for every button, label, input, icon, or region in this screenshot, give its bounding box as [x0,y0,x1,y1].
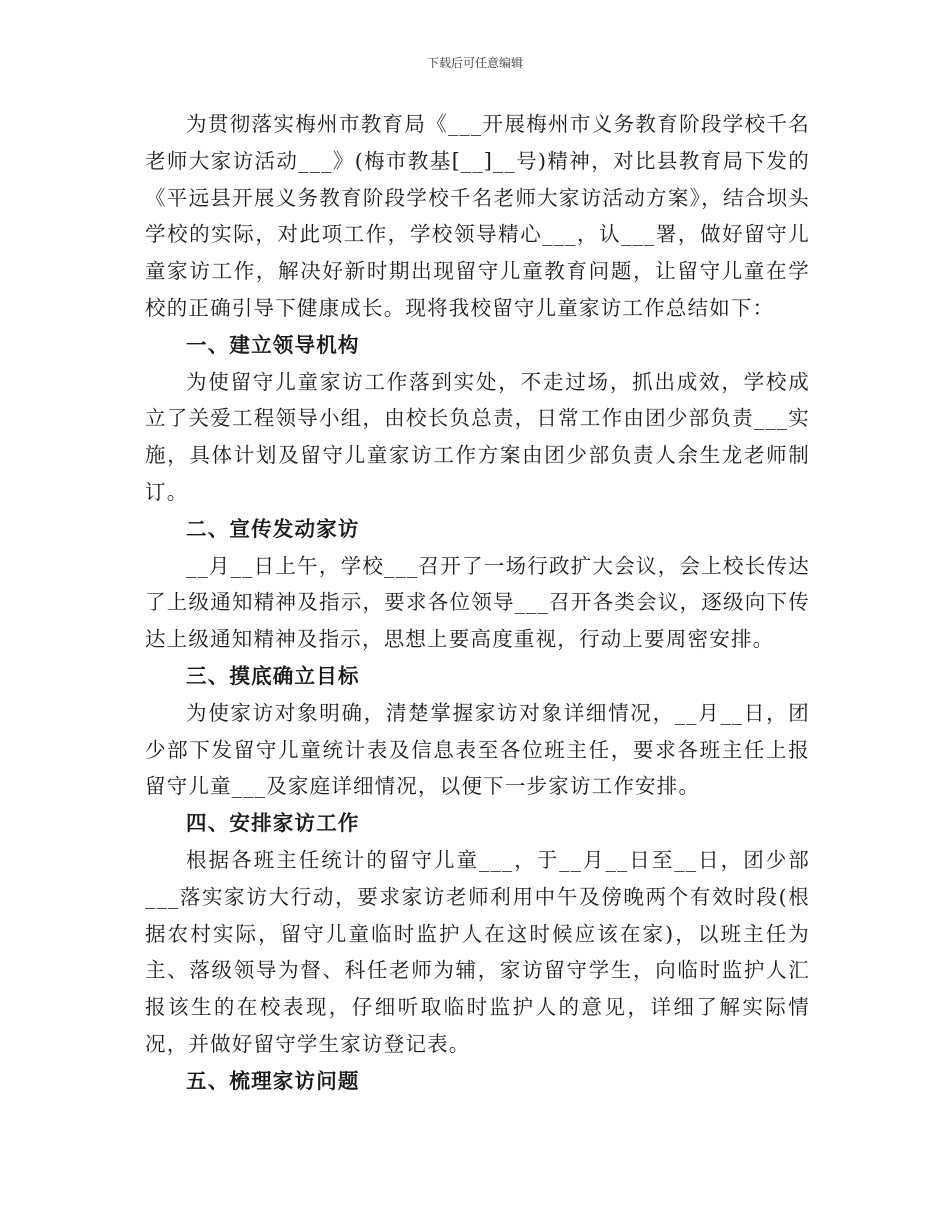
document-body [145,106,810,1100]
intro-paragraph: 为贯彻落实梅州市教育局《___开展梅州市义务教育阶段学校千名老师大家访活动___》(梅市教基[__]__号)精神，对比县教育局下发的《平远县开展义务教育阶段学校千名老师大家访活动方案》，结合坝头学校的实际，对此项工作，学校领导精心___，认___署，做好留守儿童家访工作，解决好新时期出现留守儿童教育问题，让留守儿童在学校的正确引导下健康成长。现将我校留守儿童家访工作总结如下： [145,112,810,320]
section-heading-4: 四、安排家访工作 [186,811,360,836]
section-body-3: 为使家访对象明确，清楚掌握家访对象详细情况，__月__日，团少部下发留守儿童统计表及信息表至各位班主任，要求各班主任上报留守儿童___及家庭详细情况，以便下一步家访工作安排。 [145,700,810,799]
section-body-1: 为使留守儿童家访工作落到实处，不走过场，抓出成效，学校成立了关爱工程领导小组，由校长负总责，日常工作由团少部负责___实施，具体计划及留守儿童家访工作方案由团少部负责人余生龙老师制订。 [145,369,810,504]
section-heading-2: 二、宣传发动家访 [186,516,360,541]
section-heading-3: 三、摸底确立目标 [186,663,360,688]
section-body-4: 根据各班主任统计的留守儿童___，于__月__日至__日，团少部___落实家访大行动，要求家访老师利用中午及傍晚两个有效时段(根据农村实际，留守儿童临时监护人在这时候应该在家)，以班主任为主、落级领导为督、科任老师为辅，家访留守学生，向临时监护人汇报该生的在校表现，仔细听取临时监护人的意见，详细了解实际情况，并做好留守学生家访登记表。 [145,847,810,1056]
section-heading-1: 一、建立领导机构 [186,332,360,357]
section-body-2: __月__日上午，学校___召开了一场行政扩大会议，会上校长传达了上级通知精神及指示，要求各位领导___召开各类会议，逐级向下传达上级通知精神及指示，思想上要高度重视，行动上要周密安排。 [145,553,810,652]
section-heading-5: 五、梳理家访问题 [186,1068,360,1093]
header-note: 下载后可任意编辑 [426,56,523,70]
